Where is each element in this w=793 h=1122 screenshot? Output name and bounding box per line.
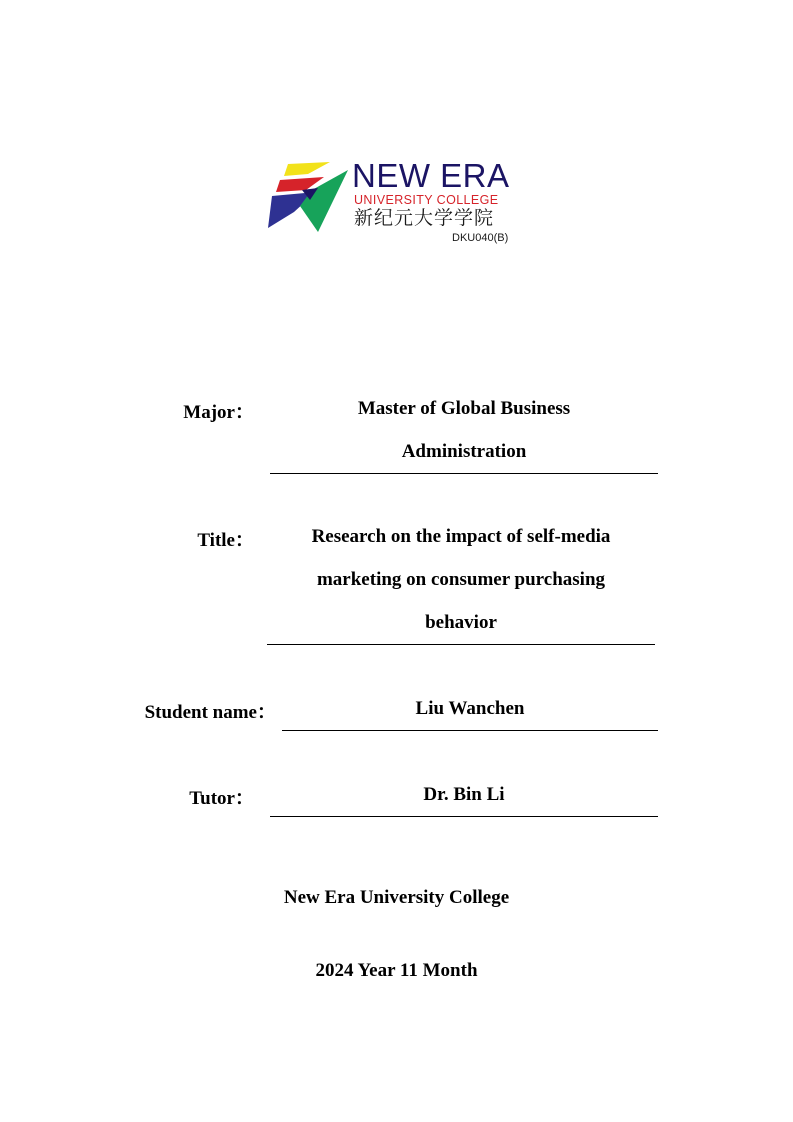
tutor-line: Dr. Bin Li bbox=[423, 784, 505, 805]
title-line-2: marketing on consumer purchasing bbox=[316, 569, 606, 590]
major-label: Major： bbox=[183, 402, 254, 423]
tutor-value bbox=[270, 773, 658, 817]
submission-date: 2024 Year 11 Month bbox=[315, 960, 478, 981]
title-label: Title： bbox=[197, 530, 254, 551]
title-line-3: behavior bbox=[425, 612, 497, 633]
student-name-value bbox=[282, 687, 658, 731]
title-line-1: Research on the impact of self-media bbox=[311, 526, 611, 547]
logo-name: NEW ERA bbox=[352, 157, 510, 194]
major-value bbox=[270, 387, 658, 474]
title-value bbox=[267, 515, 655, 645]
student-name-label: Student name： bbox=[144, 702, 276, 723]
university-logo bbox=[266, 158, 526, 252]
logo-chinese-name: 新纪元大学学院 bbox=[354, 207, 495, 229]
university-emblem-icon bbox=[266, 160, 348, 232]
institution-name: New Era University College bbox=[283, 887, 510, 908]
tutor-label: Tutor： bbox=[189, 788, 254, 809]
logo-subtitle: UNIVERSITY COLLEGE bbox=[354, 193, 499, 207]
major-line-2: Administration bbox=[401, 441, 527, 462]
major-line-1: Master of Global Business bbox=[357, 398, 571, 419]
student-name-line: Liu Wanchen bbox=[415, 698, 525, 719]
logo-code: DKU040(B) bbox=[452, 232, 509, 244]
